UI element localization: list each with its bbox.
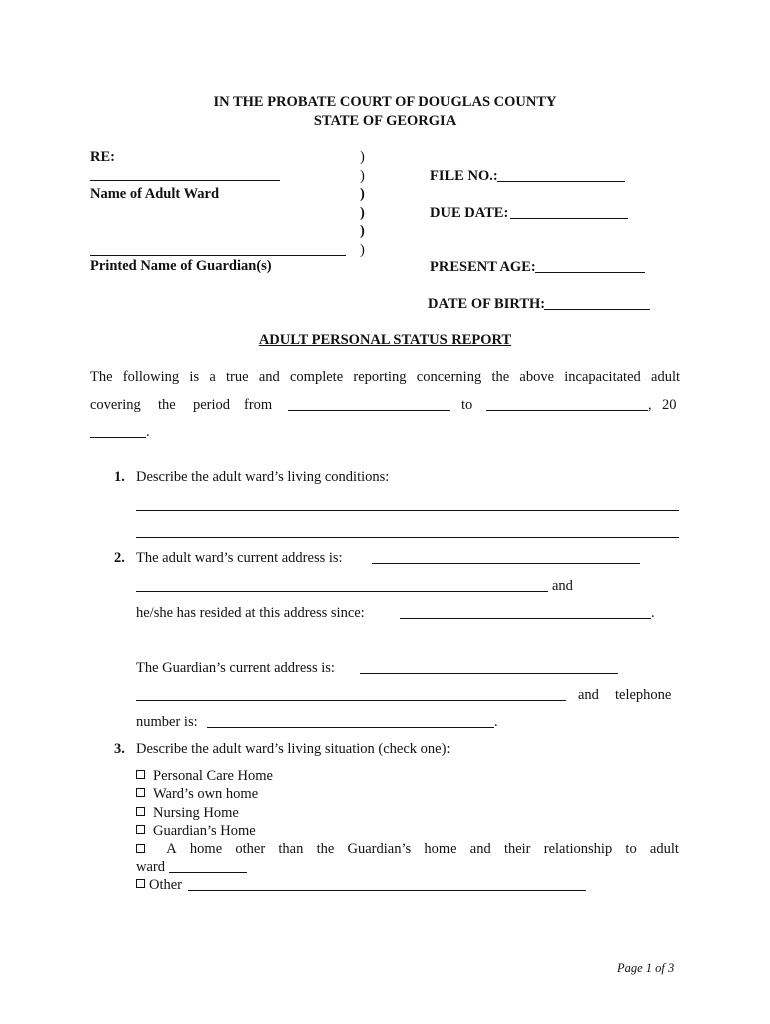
caption-paren: ) xyxy=(360,223,365,239)
q2-and-2: and xyxy=(578,687,599,703)
q2-number-end: . xyxy=(494,714,498,730)
checkbox-icon[interactable] xyxy=(136,825,145,834)
ward-name-label: Name of Adult Ward xyxy=(90,186,220,202)
q2-and: and xyxy=(552,578,573,594)
option-personal-care-home[interactable]: Personal Care Home xyxy=(136,767,273,785)
present-age-label: PRESENT AGE: xyxy=(430,259,536,275)
ward-address-field[interactable] xyxy=(372,563,640,564)
year-field[interactable] xyxy=(90,437,146,438)
q2-number: 2. xyxy=(114,550,125,566)
other-field[interactable] xyxy=(188,890,586,891)
guardian-name-line[interactable] xyxy=(90,255,346,256)
intro-line-1: The following is a true and complete reporting concerning the above incapacitated adult xyxy=(90,369,680,385)
period-to-field[interactable] xyxy=(486,410,648,411)
intro-end: . xyxy=(146,424,150,440)
checkbox-icon[interactable] xyxy=(136,770,145,779)
present-age-field[interactable] xyxy=(535,272,645,273)
intro-word: period xyxy=(193,397,231,413)
intro-word: to xyxy=(461,397,473,413)
court-heading: IN THE PROBATE COURT OF DOUGLAS COUNTY xyxy=(213,94,557,110)
q2-number-label: number is: xyxy=(136,714,198,730)
due-date-field[interactable] xyxy=(510,218,628,219)
q1-answer-line[interactable] xyxy=(136,510,679,511)
due-date-label: DUE DATE: xyxy=(430,205,509,221)
option-nursing-home[interactable]: Nursing Home xyxy=(136,804,239,822)
caption-paren: ) xyxy=(360,205,365,221)
intro-word: the xyxy=(158,397,176,413)
ward-address-field-2[interactable] xyxy=(136,591,548,592)
option-wards-own-home[interactable]: Ward’s own home xyxy=(136,785,258,803)
caption-paren: ) xyxy=(360,168,365,184)
resided-since-field[interactable] xyxy=(400,618,651,619)
intro-comma: , xyxy=(648,397,652,413)
q2-since-text: he/she has resided at this address since: xyxy=(136,605,365,621)
caption-paren: ) xyxy=(360,186,365,202)
re-label: RE: xyxy=(90,149,115,165)
q2-text: The adult ward’s current address is: xyxy=(136,550,343,566)
report-title: ADULT PERSONAL STATUS REPORT xyxy=(258,332,512,348)
caption-paren: ) xyxy=(360,242,365,258)
q3-text: Describe the adult ward’s living situation (check one): xyxy=(136,741,451,757)
option-other-home-ward: ward xyxy=(136,859,165,875)
option-other-home[interactable]: A home other than the Guardian’s home and their relationship to adult xyxy=(136,840,679,858)
guardian-address-text: The Guardian’s current address is: xyxy=(136,660,335,676)
q2-since-period: . xyxy=(651,605,655,621)
page-number: Page 1 of 3 xyxy=(617,961,675,975)
guardian-name-label: Printed Name of Guardian(s) xyxy=(90,258,272,274)
checkbox-icon[interactable] xyxy=(136,879,145,888)
relationship-field[interactable] xyxy=(169,872,247,873)
checkbox-icon[interactable] xyxy=(136,807,145,816)
guardian-address-field-2[interactable] xyxy=(136,700,566,701)
ward-name-line[interactable] xyxy=(90,180,280,181)
period-from-field[interactable] xyxy=(288,410,450,411)
option-other[interactable]: Other xyxy=(136,876,182,894)
dob-field[interactable] xyxy=(544,309,650,310)
q1-number: 1. xyxy=(114,469,125,485)
telephone-field[interactable] xyxy=(207,727,494,728)
court-state: STATE OF GEORGIA xyxy=(313,113,457,129)
q1-answer-line[interactable] xyxy=(136,537,679,538)
option-guardians-home[interactable]: Guardian’s Home xyxy=(136,822,256,840)
q2-telephone: telephone xyxy=(615,687,672,703)
q3-number: 3. xyxy=(114,741,125,757)
checkbox-icon[interactable] xyxy=(136,844,145,853)
checkbox-icon[interactable] xyxy=(136,788,145,797)
q1-text: Describe the adult ward’s living conditions: xyxy=(136,469,390,485)
file-no-field[interactable] xyxy=(497,181,625,182)
dob-label: DATE OF BIRTH: xyxy=(428,296,546,312)
file-no-label: FILE NO.: xyxy=(430,168,498,184)
intro-year: 20 xyxy=(662,397,677,413)
guardian-address-field[interactable] xyxy=(360,673,618,674)
intro-word: from xyxy=(244,397,273,413)
caption-paren: ) xyxy=(360,149,365,165)
intro-word: covering xyxy=(90,397,141,413)
